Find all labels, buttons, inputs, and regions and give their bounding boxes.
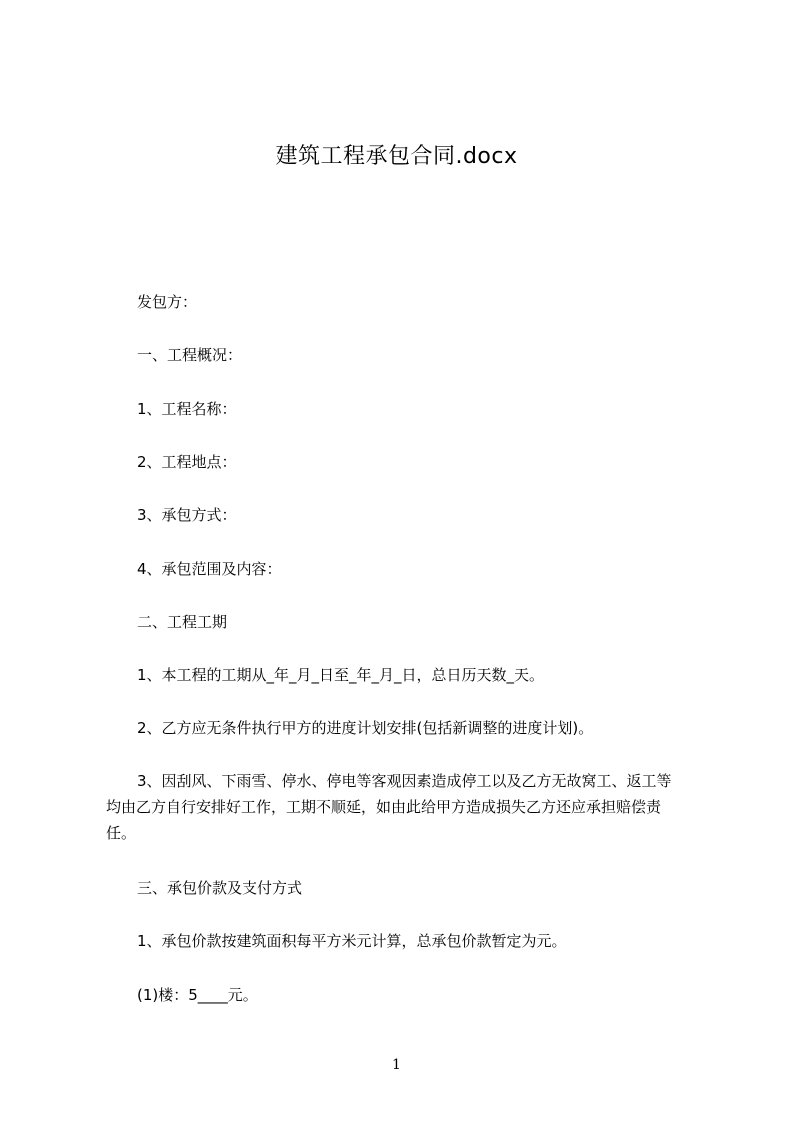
paragraph-contract-method: 3、承包方式： — [137, 506, 237, 524]
paragraph-project-name: 1、工程名称： — [137, 400, 237, 418]
delay-clause-line-3: 任。 — [106, 824, 137, 842]
heading-construction-period: 二、工程工期 — [137, 613, 228, 631]
paragraph-building-price: (1)楼：5____元。 — [137, 986, 258, 1004]
document-title: 建筑工程承包合同.docx — [275, 144, 518, 169]
paragraph-employer: 发包方： — [137, 293, 198, 311]
heading-project-overview: 一、工程概况： — [137, 346, 243, 364]
paragraph-project-location: 2、工程地点： — [137, 453, 237, 471]
delay-clause-line-2: 均由乙方自行安排好工作，工期不顺延，如由此给甲方造成损失乙方还应承担赔偿责 — [106, 798, 662, 816]
paragraph-period-dates: 1、本工程的工期从_年_月_日至_年_月_日，总日历天数_天。 — [137, 666, 545, 684]
paragraph-price-calculation: 1、承包价款按建筑面积每平方米元计算，总承包价款暂定为元。 — [137, 932, 567, 950]
paragraph-schedule-compliance: 2、乙方应无条件执行甲方的进度计划安排(包括新调整的进度计划)。 — [137, 719, 594, 737]
page-number: 1 — [392, 1057, 401, 1073]
delay-clause-line-1: 3、因刮风、下雨雪、停水、停电等客观因素造成停工以及乙方无故窝工、返工等 — [137, 772, 672, 790]
paragraph-delay-clause — [106, 770, 716, 848]
paragraph-contract-scope: 4、承包范围及内容： — [137, 560, 282, 578]
heading-price-payment: 三、承包价款及支付方式 — [137, 879, 303, 897]
